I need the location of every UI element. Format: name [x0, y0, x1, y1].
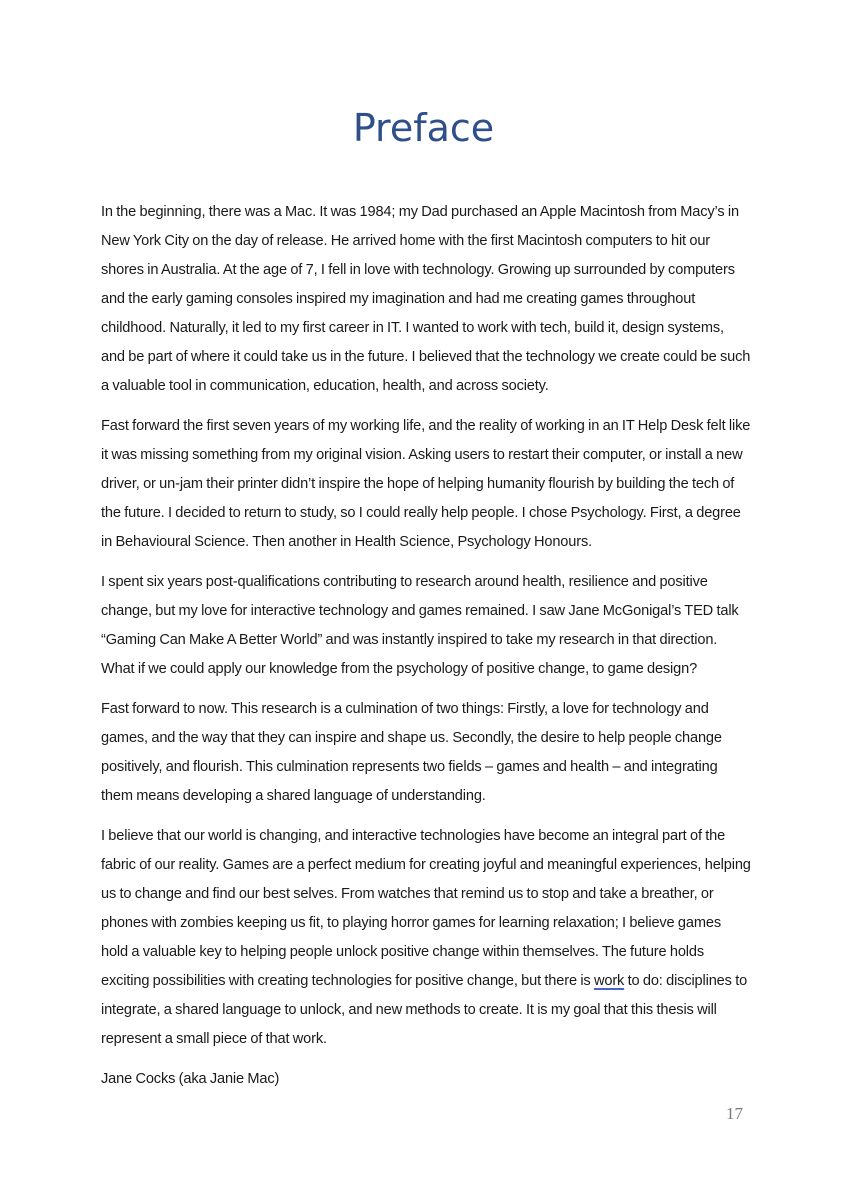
page-title: Preface	[352, 106, 495, 150]
paragraph-2: Fast forward the first seven years of my working life, and the reality of working in an IT Help Desk felt like it was missing something from my original vision. Asking users to restart their computer, or install a new driver, or un-jam their printer didn’t inspire the hope of helping humanity flourish by building the tech of the future. I decided to return to study, so I could really help people. I chose Psychology. First, a degree in Behavioural Science. Then another in Health Science, Psychology Honours.	[101, 418, 751, 550]
paragraph-4: Fast forward to now. This research is a culmination of two things: Firstly, a love for technology and games, and the way that they can inspire and shape us. Secondly, the desire to help people change positively, and flourish. This culmination represents two fields – games and health – and integrating them means developing a shared language of understanding.	[101, 701, 722, 804]
underlined-word: work	[593, 973, 625, 989]
body-text	[101, 198, 751, 1105]
paragraph-3: I spent six years post-qualifications contributing to research around health, resilience and positive change, but my love for interactive technology and games remained. I saw Jane McGonigal’s TED talk “Gaming Can Make A Better World” and was instantly inspired to take my research in that direction. What if we could apply our knowledge from the psychology of positive change, to game design?	[101, 574, 739, 677]
paragraph-5-part-1: I believe that our world is changing, and interactive technologies have become an integral part of the fabric of our reality. Games are a perfect medium for creating joyful and meaningful experiences, helping us to change and find our best selves. From watches that remind us to stop and take a breather, or phones with zombies keeping us fit, to playing horror games for learning relaxation; I believe games hold a valuable key to helping people unlock positive change within themselves. The future holds exciting possibilities with creating technologies for positive change, but there is	[101, 828, 751, 989]
paragraph-5	[101, 822, 751, 1054]
paragraph-5-part-2: to do: disciplines to integrate, a shared language to unlock, and new methods to create. It is my goal that this thesis will represent a small piece of that work.	[101, 973, 748, 1047]
paragraph-1: In the beginning, there was a Mac. It was 1984; my Dad purchased an Apple Macintosh from Macy’s in New York City on the day of release. He arrived home with the first Macintosh computers to hit our shores in Australia. At the age of 7, I fell in love with technology. Growing up surrounded by computers and the early gaming consoles inspired my imagination and had me creating games throughout childhood. Naturally, it led to my first career in IT. I wanted to work with tech, build it, design systems, and be part of where it could take us in the future. I believed that the technology we create could be such a valuable tool in communication, education, health, and across society.	[101, 204, 751, 394]
page-number: 17	[726, 1104, 743, 1123]
signature: Jane Cocks (aka Janie Mac)	[101, 1071, 280, 1087]
